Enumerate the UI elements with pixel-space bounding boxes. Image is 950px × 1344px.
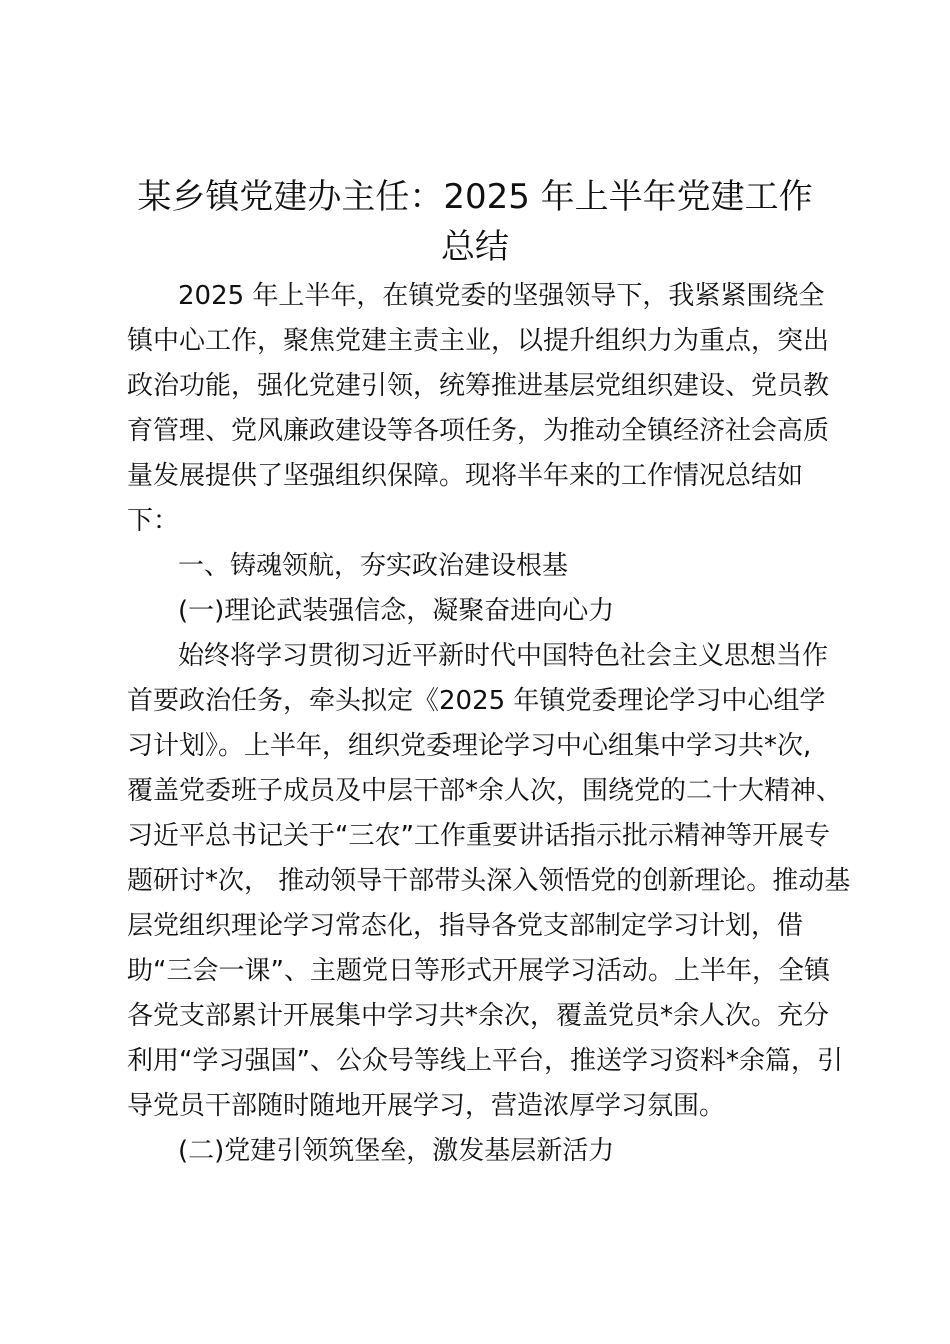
paragraph-line: 习计划》。上半年，组织党委理论学习中心组集中学习共*次,	[127, 731, 812, 761]
paragraph-line: 量发展提供了坚强组织保障。现将半年来的工作情况总结如	[127, 461, 804, 491]
document-title-line-2: 总结	[441, 227, 509, 267]
paragraph-line: 题研讨*次， 推动领导干部带头深入领悟党的创新理论。推动基	[127, 866, 851, 896]
paragraph-line: 政治功能，强化党建引领，统筹推进基层党组织建设、党员教	[127, 371, 830, 401]
paragraph-line: 始终将学习贯彻习近平新时代中国特色社会主义思想当作	[178, 641, 829, 671]
paragraph-line: 习近平总书记关于“三农”工作重要讲话指示批示精神等开展专	[127, 821, 830, 851]
paragraph-line: 导党员干部随时随地开展学习，营造浓厚学习氛围。	[127, 1091, 726, 1121]
paragraph-line: 下：	[127, 506, 180, 536]
paragraph-line: 镇中心工作，聚焦党建主责主业，以提升组织力为重点，突出	[127, 326, 830, 356]
paragraph-line: 层党组织理论学习常态化，指导各党支部制定学习计划，借	[127, 911, 804, 941]
paragraph-line: 助“三会一课”、主题党日等形式开展学习活动。上半年，全镇	[127, 956, 830, 986]
paragraph-line: 覆盖党委班子成员及中层干部*余人次，围绕党的二十大精神、	[127, 776, 843, 806]
subsection-heading: (一)理论武装强信念，凝聚奋进向心力	[178, 596, 615, 626]
paragraph-line: 2025 年上半年，在镇党委的坚强领导下，我紧紧围绕全	[178, 281, 825, 311]
paragraph-line: 各党支部累计开展集中学习共*余次，覆盖党员*余人次。充分	[127, 1001, 830, 1031]
paragraph-line: 利用“学习强国”、公众号等线上平台，推送学习资料*余篇，引	[127, 1046, 843, 1076]
paragraph-line: 首要政治任务，牵头拟定《2025 年镇党委理论学习中心组学	[127, 686, 826, 716]
section-heading: 一、铸魂领航，夯实政治建设根基	[178, 551, 569, 581]
document-title-line-1: 某乡镇党建办主任：2025 年上半年党建工作	[137, 177, 813, 217]
paragraph-line: 育管理、党风廉政建设等各项任务，为推动全镇经济社会高质	[127, 416, 830, 446]
subsection-heading: (二)党建引领筑堡垒，激发基层新活力	[178, 1136, 615, 1166]
